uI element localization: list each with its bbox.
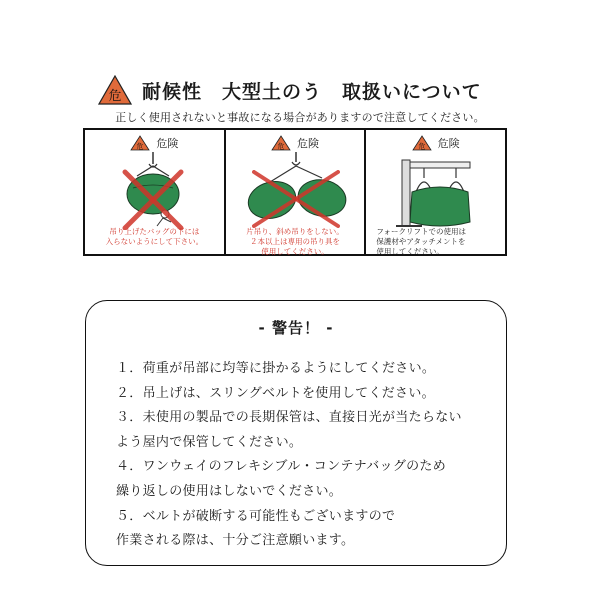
warning-line: ５．ベルトが破断する可能性もございますので xyxy=(116,508,396,524)
forklift-attachment-illustration xyxy=(366,152,506,230)
tilted-lift-illustration xyxy=(226,152,366,230)
warning-line: 繰り返しの使用はしないでください。 xyxy=(116,483,343,499)
panel-2-header xyxy=(226,135,365,151)
panel-3-label: 危険 xyxy=(437,137,460,150)
warning-line: ４．ワンウェイのフレキシブル・コンテナバッグのため xyxy=(116,459,447,475)
page-title: 耐候性 大型土のう 取扱いについて xyxy=(142,80,482,103)
danger-icon-char: 危 xyxy=(108,89,122,104)
panel-1-label: 危険 xyxy=(156,137,179,150)
warning-line: １．荷重が吊部に均等に掛かるようにしてください。 xyxy=(116,361,436,376)
danger-warning-icon xyxy=(130,135,150,151)
panel-1-header xyxy=(85,135,224,151)
panel-2-label: 危険 xyxy=(297,137,319,150)
panel-3-icon-char: 危 xyxy=(418,142,426,151)
danger-warning-icon xyxy=(98,75,132,105)
header xyxy=(98,70,498,110)
page-subtitle: 正しく使用されないと事故になる場合がありますので注意してください。 xyxy=(115,111,485,124)
panel-3-caption: フォークリフトでの使用は 保護材やアタッチメントを 使用してください。 xyxy=(376,227,466,256)
warning-line: ２．吊上げは、スリングベルトを使用してください。 xyxy=(116,385,435,401)
panel-3-header xyxy=(366,135,505,151)
danger-panels xyxy=(83,128,507,256)
lifted-bag-illustration xyxy=(85,152,225,230)
danger-warning-icon xyxy=(271,135,291,151)
panel-1-caption: 吊り上げたバッグの下には 入らないようにして下さい。 xyxy=(105,227,204,246)
warning-line: ３．未使用の製品での長期保管は、直接日光が当たらない xyxy=(116,410,462,426)
danger-panel-1 xyxy=(85,130,226,254)
panel-1-icon-char: 危 xyxy=(136,142,144,151)
panel-2-icon-char: 危 xyxy=(277,142,285,151)
warning-list xyxy=(116,357,496,554)
warning-line: 作業される際は、十分ご注意願います。 xyxy=(116,533,355,549)
warning-title: - 警告！ - xyxy=(258,319,334,337)
panel-2-caption: 片吊り、斜め吊りをしない。 ２本以上は専用の吊り具を 使用してください。 xyxy=(246,227,344,256)
danger-panel-2 xyxy=(226,130,367,254)
warning-box xyxy=(85,300,507,566)
danger-panel-3 xyxy=(366,130,505,254)
warning-line: よう屋内で保管してください。 xyxy=(116,434,303,450)
danger-warning-icon xyxy=(412,135,432,151)
